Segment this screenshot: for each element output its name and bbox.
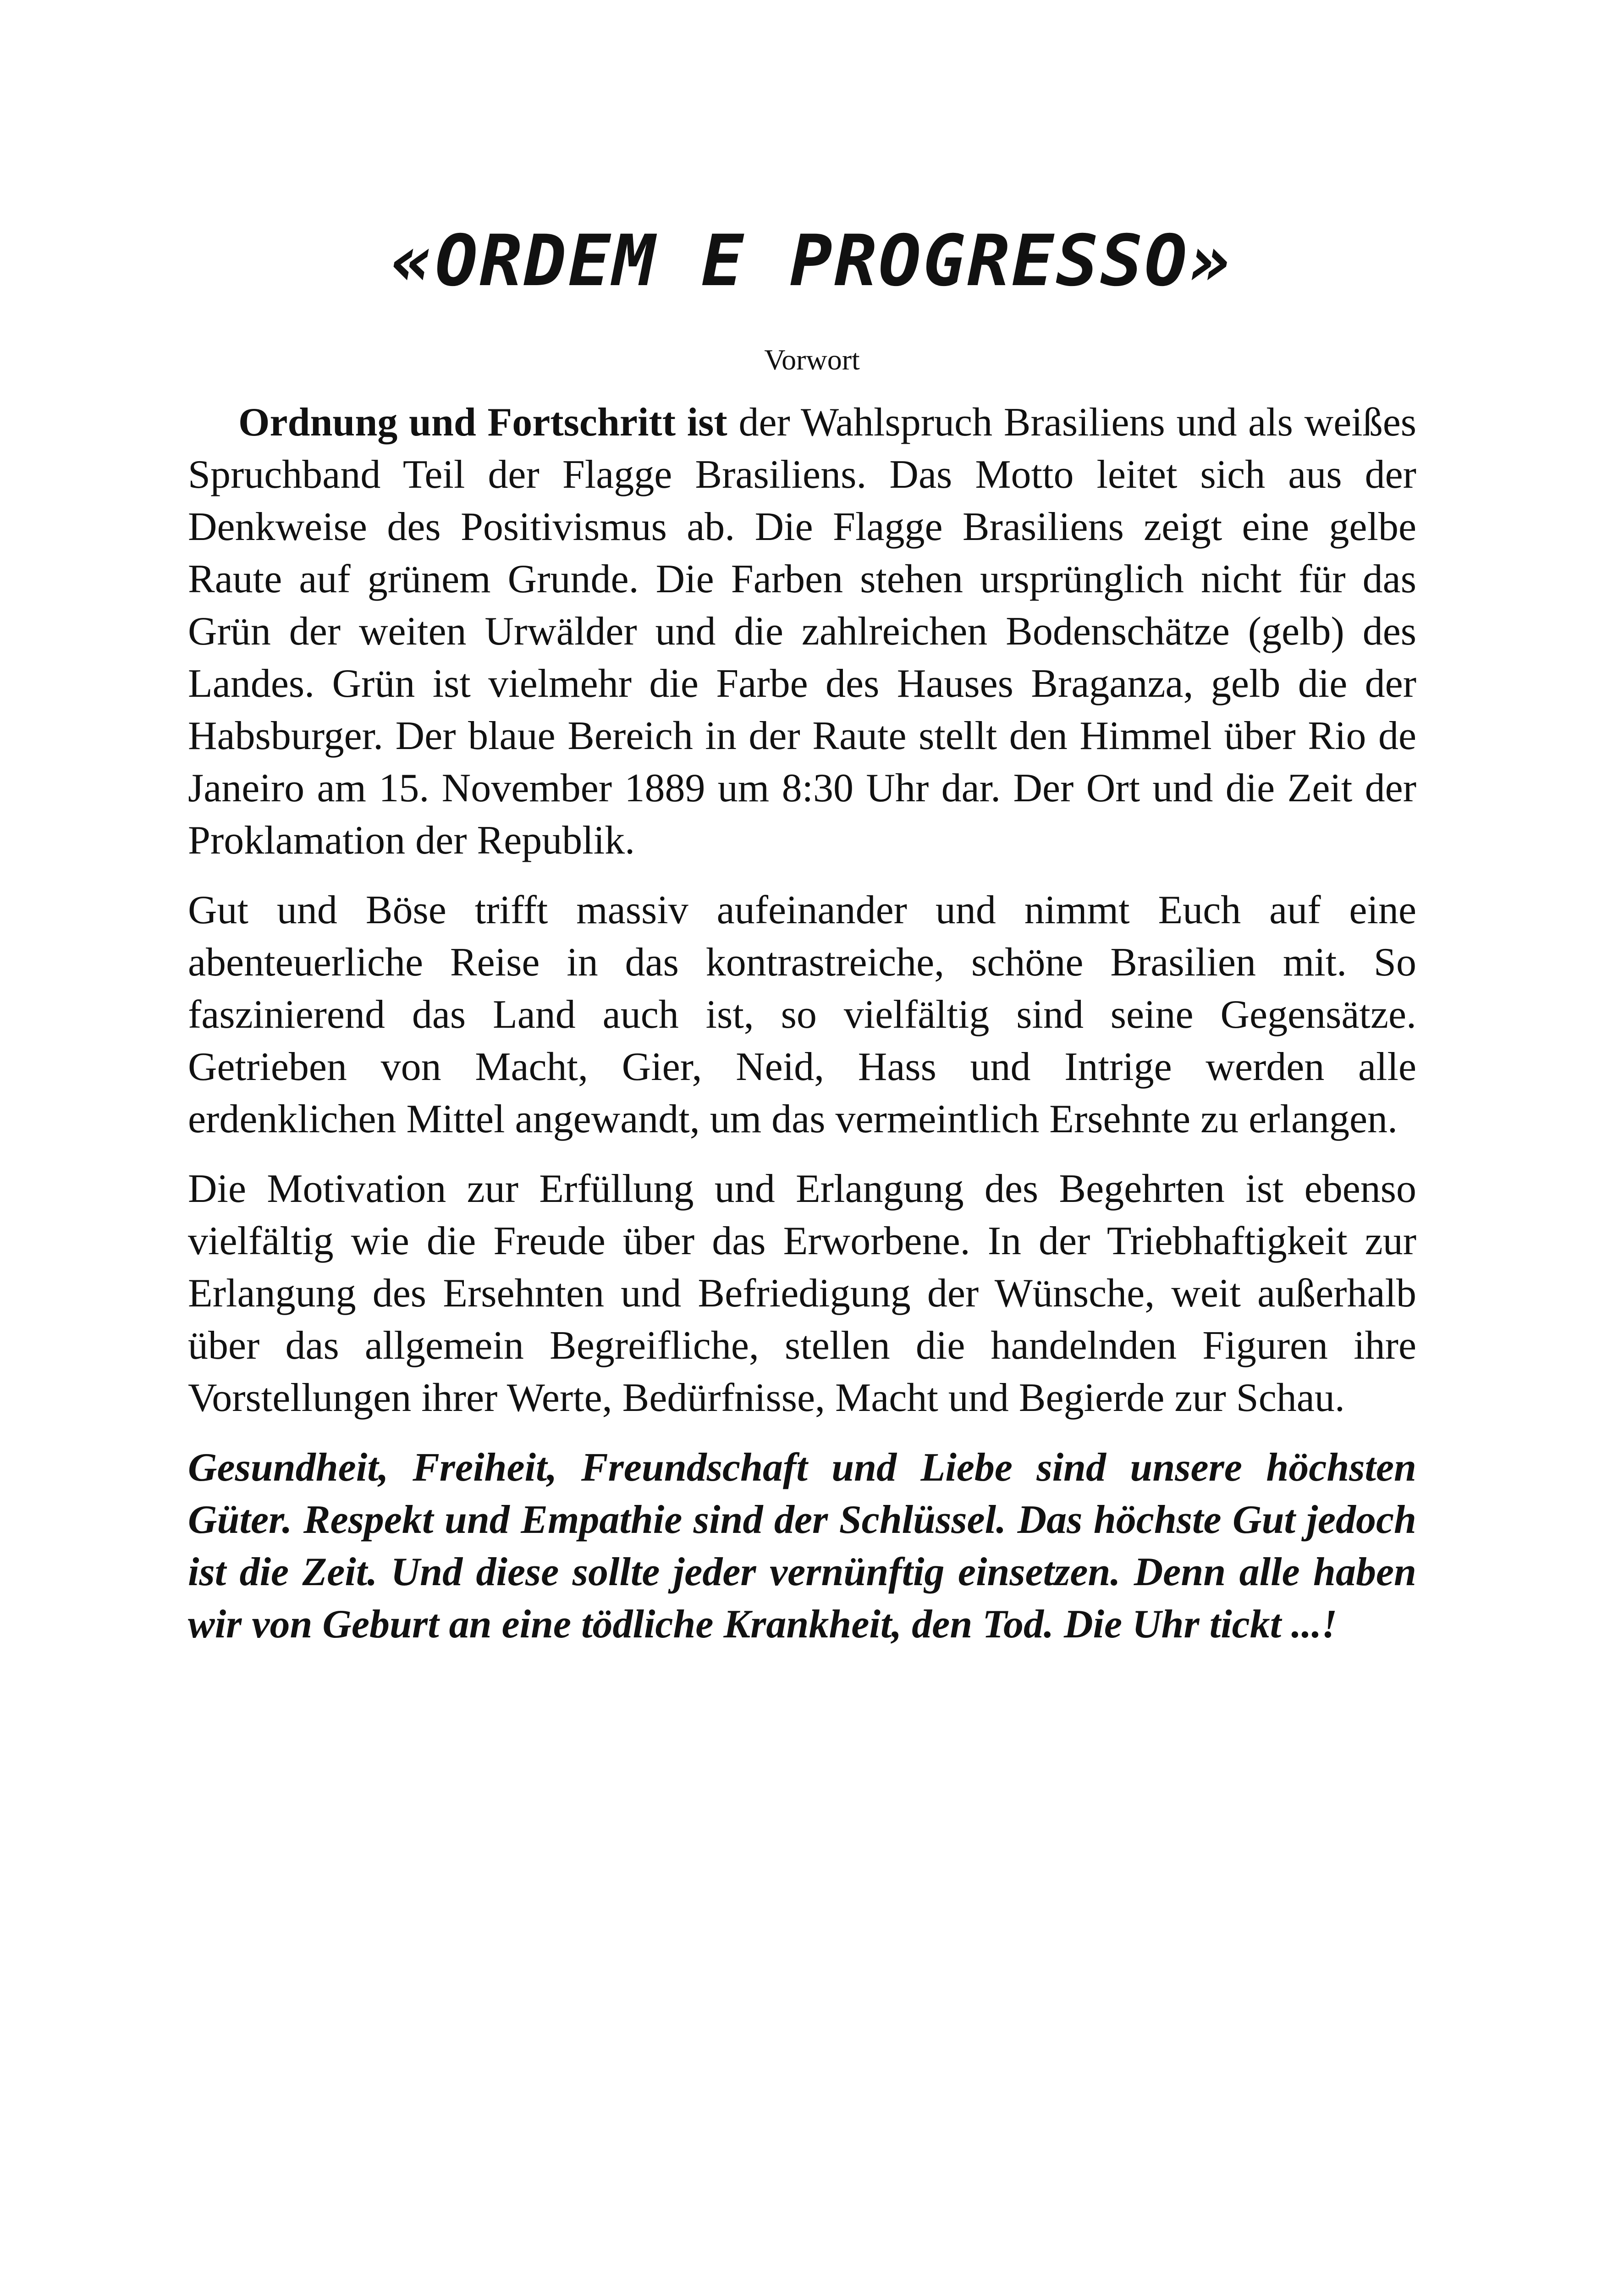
section-subtitle: Vorwort — [764, 343, 860, 376]
paragraph-4-emphasis: Gesundheit, Freiheit, Freundschaft und Liebe sind unsere höchsten Güter. Respekt und Empathie sind der Schlüssel. Das höchste Gut jedoch ist die Zeit. Und diese sollte jeder vernünftig einsetzen. Denn alle haben wir von Geburt an eine tödliche Krankheit, den Tod. Die Uhr tickt ...! — [188, 1445, 1416, 1647]
page-title: «ORDEM E PROGRESSO» — [391, 220, 1233, 302]
paragraph-3: Die Motivation zur Erfüllung und Erlangung des Begehrten ist ebenso vielfältig wie die Freude über das Erworbene. In der Triebhaftigkeit zur Erlangung des Ersehnten und Befriedigung der Wünsche, weit außerhalb über das allgemein Begreifliche, stellen die handelnden Figuren ihre Vorstellungen ihrer Werte, Bedürfnisse, Macht und Begierde zur Schau. — [188, 1167, 1416, 1420]
paragraph-1-text: der Wahlspruch Brasiliens und als weißes Spruchband Teil der Flagge Brasiliens. Das Motto leitet sich aus der Denkweise des Positivismus ab. Die Flagge Brasiliens zeigt eine gelbe Raute auf grünem Grunde. Die Farben stehen ursprünglich nicht für das Grün der weiten Urwälder und die zahlreichen Bodenschätze (gelb) des Landes. Grün ist vielmehr die Farbe des Hauses Braganza, gelb die der Habsburger. Der blaue Bereich in der Raute stellt den Himmel über Rio de Janeiro am 15. November 1889 um 8:30 Uhr dar. Der Ort und die Zeit der Proklamation der Republik. — [188, 400, 1417, 863]
paragraph-2: Gut und Böse trifft massiv aufeinander und nimmt Euch auf eine abenteuerliche Reise in das kontrastreiche, schöne Brasilien mit. So faszinierend das Land auch ist, so vielfältig sind seine Gegensätze. Getrieben von Macht, Gier, Neid, Hass und Intrige werden alle erdenklichen Mittel angewandt, um das vermeintlich Ersehnte zu erlangen. — [188, 888, 1416, 1141]
paragraph-1-lead: Ordnung und Fortschritt ist — [238, 400, 727, 445]
body-text — [188, 397, 1416, 1668]
paragraph-1 — [188, 397, 1416, 867]
